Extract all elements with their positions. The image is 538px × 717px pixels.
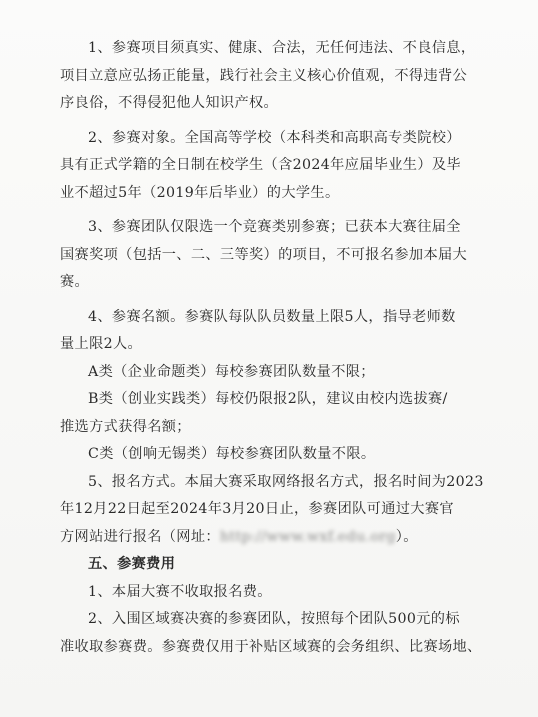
paragraph-5-line-1: 5、报名方式。本届大赛采取网络报名方式，报名时间为2023 (88, 473, 484, 490)
paragraph-2-line-1: 2、参赛对象。全国高等学校（本科类和高职高专类院校） (88, 129, 461, 146)
paragraph-4-line-2: 量上限2人。 (60, 336, 143, 352)
category-b-line-1: B类（创业实践类）每校仍限报2队，建议由校内选拔赛/ (88, 391, 448, 407)
paragraph-3-line-1: 3、参赛团队仅限选一个竞赛类别参赛；已获本大赛往届全 (88, 219, 461, 235)
registration-text: 方网站进行报名（网址： (60, 528, 220, 545)
paragraph-1-line-2: 项目立意应弘扬正能量，践行社会主义核心价值观，不得违背公 (60, 67, 468, 84)
category-a-line: A类（企业命题类）每校参赛团队数量不限； (88, 363, 375, 380)
paragraph-1-line-1: 1、参赛项目须真实、健康、合法，无任何违法、不良信息， (88, 40, 476, 56)
paragraph-5-line-2: 年12月22日起至2024年3月20日止，参赛团队可通过大赛官 (60, 501, 454, 517)
fee-item-1: 1、本届大赛不收取报名费。 (88, 583, 272, 600)
paragraph-3-line-3: 赛。 (60, 274, 90, 290)
fee-item-2-line-2: 准收取参赛费。参赛费仅用于补贴区域赛的会务组织、比赛场地、 (60, 638, 482, 655)
paragraph-3-line-2: 国赛奖项（包括一、二、三等奖）的项目，不可报名参加本届大 (60, 246, 468, 263)
paragraph-4-line-1: 4、参赛名额。参赛队每队队员数量上限5人，指导老师数 (88, 308, 456, 325)
paragraph-1-line-3: 序良俗，不得侵犯他人知识产权。 (60, 95, 279, 111)
category-c-line: C类（创响无锡类）每校参赛团队数量不限。 (88, 446, 376, 462)
fee-item-2-line-1: 2、入围区域赛决赛的参赛团队，按照每个团队500元的标 (88, 611, 460, 627)
section-heading-fees: 五、参赛费用 (88, 556, 176, 572)
registration-text-end: ）。 (395, 528, 418, 545)
category-b-line-2: 推选方式获得名额； (60, 418, 191, 435)
redacted-url: http://www.wxf.edu.org (219, 528, 396, 545)
paragraph-2-line-2: 具有正式学籍的全日制在校学生（含2024年应届毕业生）及毕 (60, 157, 461, 173)
paragraph-5-line-3 (60, 524, 514, 552)
paragraph-2-line-3: 业不超过5年（2019年后毕业）的大学生。 (60, 184, 340, 201)
